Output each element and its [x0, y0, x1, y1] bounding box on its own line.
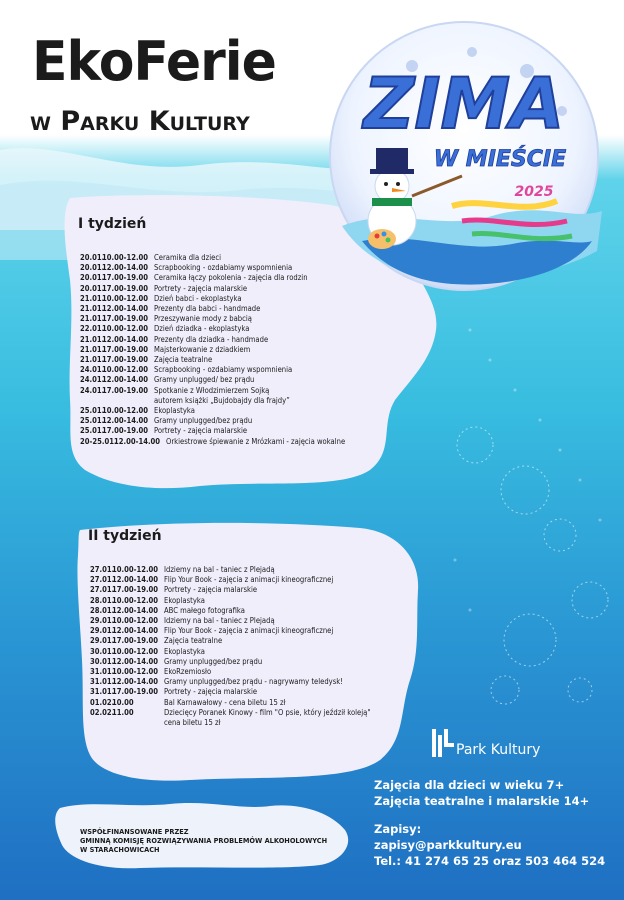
activity-time: 17.00-19.00 — [102, 355, 149, 365]
activity-name: Scrapbooking - ozdabiamy wspomnienia — [154, 263, 293, 273]
activity-time: 10.00-12.00 — [102, 253, 149, 262]
activity-time: 12.00-14.00 — [102, 334, 149, 344]
activity-name: Zajęcia teatralne — [154, 355, 213, 365]
schedule-row — [80, 314, 345, 324]
schedule-row — [90, 565, 370, 575]
schedule-row — [90, 687, 370, 697]
schedule-row — [80, 263, 345, 273]
activity-time: 17.00-19.00 — [102, 344, 149, 354]
activity-date: 31.01. — [90, 677, 115, 687]
activity-date: 25.01. — [80, 426, 105, 436]
schedule-row — [90, 626, 370, 636]
activity-time: 11.00 — [112, 707, 134, 717]
activity-date: 21.01. — [80, 344, 105, 354]
activity-date: 21.01. — [80, 314, 105, 324]
activity-date: 20.01. — [80, 273, 105, 283]
activity-date: 30.01. — [90, 656, 115, 666]
schedule-row — [90, 708, 370, 718]
activity-date: 20.01. — [80, 283, 105, 293]
schedule-row — [80, 345, 345, 355]
badge-title: ZIMA — [363, 63, 565, 145]
schedule-row — [90, 647, 370, 657]
activity-name: Flip Your Book - zajęcia z animacji kineograficznej — [164, 575, 334, 585]
activity-date: 28.01. — [90, 595, 115, 605]
schedule-row — [80, 416, 345, 426]
activity-name: Portrety - zajęcia malarskie — [164, 585, 258, 595]
poster-subtitle: w Parku Kultury — [30, 106, 250, 137]
activity-date: 24.01. — [80, 365, 105, 375]
schedule-row — [90, 667, 370, 677]
age-info-teens: Zajęcia teatralne i malarskie 14+ — [374, 794, 590, 808]
activity-time: 17.00-19.00 — [112, 585, 159, 595]
signup-label: Zapisy: — [374, 822, 422, 836]
schedule-row — [80, 365, 345, 375]
activity-name: Dzień dziadka - ekoplastyka — [154, 324, 250, 334]
signup-phone: Tel.: 41 274 65 25 oraz 503 464 524 — [374, 854, 606, 868]
schedule-row — [80, 386, 345, 396]
schedule-row — [80, 253, 345, 263]
activity-date: 25.01. — [80, 416, 105, 426]
activity-date: 24.01. — [80, 385, 105, 395]
activity-date: 24.01. — [80, 375, 105, 385]
activity-name: Idziemy na bal - taniec z Plejadą — [164, 616, 275, 626]
schedule-row — [80, 294, 345, 304]
schedule-row — [80, 355, 345, 365]
age-info-kids: Zajęcia dla dzieci w wieku 7+ — [374, 778, 565, 792]
activity-name: cena biletu 15 zł — [164, 718, 221, 728]
activity-date: 02.02. — [90, 707, 115, 717]
sponsor-line1: WSPÓŁFINANSOWANE PRZEZ — [80, 828, 189, 836]
activity-name: Portrety - zajęcia malarskie — [164, 687, 258, 697]
activity-time: 12.00-14.00 — [102, 416, 149, 426]
schedule-row — [80, 273, 345, 283]
schedule-row — [90, 575, 370, 585]
activity-name: Majsterkowanie z dziadkiem — [154, 344, 251, 354]
schedule-row — [90, 616, 370, 626]
activity-time: 12.00-14.00 — [112, 575, 159, 585]
week2-schedule — [90, 565, 370, 728]
activity-date: 27.01. — [90, 575, 115, 585]
activity-time: 12.00-14.00 — [114, 436, 161, 446]
schedule-row — [80, 304, 345, 314]
activity-date: 22.01. — [80, 324, 105, 334]
activity-date: 31.01. — [90, 687, 115, 697]
activity-date: 20-25.01. — [80, 436, 117, 446]
schedule-row — [90, 657, 370, 667]
activity-name: Prezenty dla babci - handmade — [154, 304, 261, 314]
activity-time: 10.00-12.00 — [112, 667, 159, 677]
activity-name: Bal Karnawałowy - cena biletu 15 zł — [164, 697, 286, 707]
activity-time: 17.00-19.00 — [102, 385, 149, 395]
activity-date: 28.01. — [90, 605, 115, 615]
schedule-row — [80, 406, 345, 416]
activity-name: Flip Your Book - zajęcia z animacji kineograficznej — [164, 626, 334, 636]
activity-time: 12.00-14.00 — [112, 605, 159, 615]
activity-time: 10.00-12.00 — [102, 324, 149, 334]
badge-subtitle: W MIEŚCIE — [433, 147, 567, 172]
signup-email[interactable]: zapisy@parkkultury.eu — [374, 838, 522, 852]
schedule-row — [80, 437, 345, 447]
activity-name: EkoRzemiosło — [164, 667, 212, 677]
schedule-row — [90, 596, 370, 606]
activity-name: Idziemy na bal - taniec z Plejadą — [164, 565, 275, 574]
activity-time: 10.00-12.00 — [112, 595, 159, 605]
activity-time: 10.00-12.00 — [102, 406, 149, 416]
sponsor-line2: GMINNĄ KOMISJĘ ROZWIĄZYWANIA PROBLEMÓW ALKOHOLOWYCH — [80, 837, 328, 845]
activity-name: Przeszywanie mody z babcią — [154, 314, 252, 324]
activity-date: 21.01. — [80, 355, 105, 365]
logo-text: Park Kultury — [456, 742, 541, 758]
schedule-row — [80, 335, 345, 345]
activity-name: Portrety - zajęcia malarskie — [154, 283, 248, 293]
activity-date: 01.02. — [90, 697, 115, 707]
zima-w-miescie-badge — [322, 16, 622, 316]
schedule-row — [90, 677, 370, 687]
activity-name: Ekoplastyka — [154, 406, 195, 416]
activity-date: 21.01. — [80, 304, 105, 314]
activity-time: 17.00-19.00 — [112, 687, 159, 697]
activity-name: Gramy unplugged/bez prądu — [164, 656, 263, 666]
activity-name: Zajęcia teatralne — [164, 636, 223, 646]
activity-name: Gramy unplugged/bez prądu — [154, 416, 253, 426]
activity-date: 20.01. — [80, 253, 105, 262]
activity-time: 10.00 — [112, 697, 134, 707]
activity-name: ABC małego fotografika — [164, 605, 245, 615]
activity-name: Orkiestrowe śpiewanie z Mrózkami - zajęcia wokalne — [166, 436, 346, 446]
activity-date: 31.01. — [90, 667, 115, 677]
schedule-row — [90, 585, 370, 595]
activity-name: Scrapbooking - ozdabiamy wspomnienia — [154, 365, 293, 375]
activity-date: 25.01. — [80, 406, 105, 416]
activity-name: Prezenty dla dziadka - handmade — [154, 334, 269, 344]
activity-time: 17.00-19.00 — [102, 283, 149, 293]
schedule-row — [80, 324, 345, 334]
activity-time: 10.00-12.00 — [102, 293, 149, 303]
activity-name: Spotkanie z Włodzimierzem Sojką — [154, 385, 270, 395]
activity-time: 10.00-12.00 — [112, 565, 159, 574]
week1-title: I tydzień — [78, 216, 147, 232]
badge-year: 2025 — [514, 184, 554, 200]
activity-name: Gramy unplugged/bez prądu - nagrywamy teledysk! — [164, 677, 343, 687]
week2-title: II tydzień — [88, 528, 162, 544]
activity-time: 17.00-19.00 — [102, 314, 149, 324]
schedule-row — [90, 698, 370, 708]
activity-time: 10.00-12.00 — [102, 365, 149, 375]
activity-time: 12.00-14.00 — [102, 263, 149, 273]
activity-date: 29.01. — [90, 616, 115, 626]
activity-name: Ekoplastyka — [164, 595, 205, 605]
schedule-row — [80, 284, 345, 294]
activity-name: Gramy unplugged/ bez prądu — [154, 375, 255, 385]
activity-time: 12.00-14.00 — [102, 304, 149, 314]
schedule-row — [90, 718, 370, 728]
activity-date: 29.01. — [90, 626, 115, 636]
schedule-row — [80, 396, 345, 406]
activity-name: Dziecięcy Poranek Kinowy - film "O psie, który jeździł koleją" — [164, 707, 371, 717]
activity-name: Ekoplastyka — [164, 646, 205, 656]
activity-name: Dzień babci - ekoplastyka — [154, 293, 242, 303]
schedule-row — [80, 426, 345, 436]
activity-name: Ceramika łączy pokolenia - zajęcia dla rodzin — [154, 273, 308, 283]
activity-time: 12.00-14.00 — [112, 656, 159, 666]
activity-time: 12.00-14.00 — [112, 626, 159, 636]
activity-date: 21.01. — [80, 334, 105, 344]
schedule-row — [90, 636, 370, 646]
activity-time: 12.00-14.00 — [102, 375, 149, 385]
activity-name: autorem książki „Bujdobajdy dla frajdy” — [154, 395, 290, 405]
activity-time: 17.00-19.00 — [112, 636, 159, 646]
activity-date: 27.01. — [90, 565, 115, 574]
poster-title: EkoFerie — [32, 30, 276, 94]
activity-date: 20.01. — [80, 263, 105, 273]
sponsor-note — [80, 828, 327, 855]
schedule-row — [90, 606, 370, 616]
activity-name: Ceramika dla dzieci — [154, 253, 221, 262]
activity-name: Portrety - zajęcia malarskie — [154, 426, 248, 436]
activity-time: 10.00-12.00 — [112, 646, 159, 656]
week1-schedule — [80, 253, 345, 447]
schedule-row — [80, 375, 345, 385]
activity-time: 12.00-14.00 — [112, 677, 159, 687]
activity-date: 29.01. — [90, 636, 115, 646]
sponsor-line3: W STARACHOWICACH — [80, 846, 160, 854]
activity-time: 17.00-19.00 — [102, 426, 149, 436]
activity-time: 10.00-12.00 — [112, 616, 159, 626]
activity-date: 21.01. — [80, 293, 105, 303]
activity-time: 17.00-19.00 — [102, 273, 149, 283]
activity-date: 27.01. — [90, 585, 115, 595]
activity-date: 30.01. — [90, 646, 115, 656]
